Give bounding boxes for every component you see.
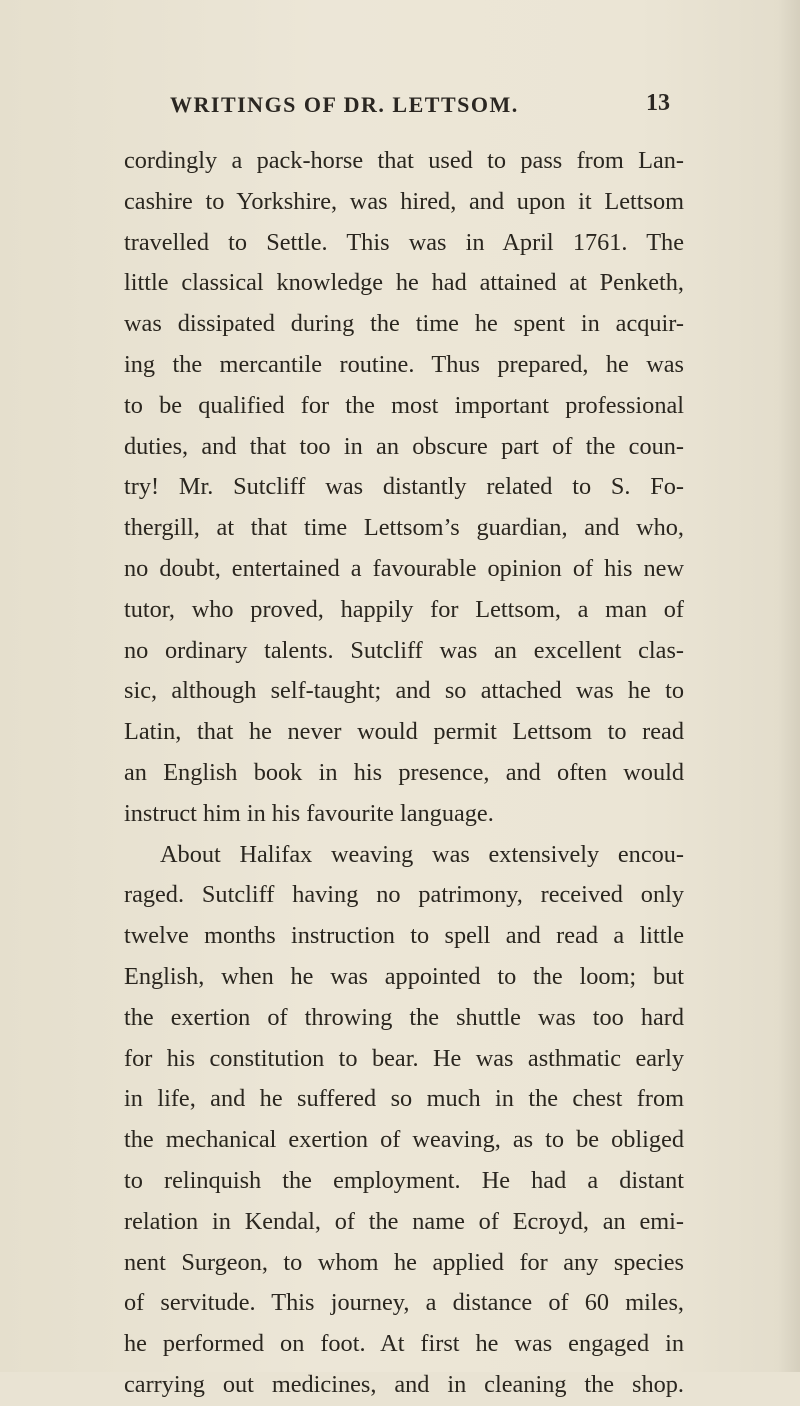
text-line: Latin, that he never would permit Lettsom to read xyxy=(124,718,684,746)
text-line: an English book in his presence, and often would xyxy=(124,758,684,786)
paragraph-start-line: About Halifax weaving was extensively encou- xyxy=(160,840,684,868)
text-line: to relinquish the employment. He had a distant xyxy=(124,1166,684,1194)
text-line: little classical knowledge he had attained at Penketh, xyxy=(124,269,684,297)
running-title: WRITINGS OF DR. LETTSOM. xyxy=(170,92,519,117)
text-line: no ordinary talents. Sutcliff was an excellent clas- xyxy=(124,636,684,664)
text-line: English, when he was appointed to the loom; but xyxy=(124,962,684,990)
page-number: 13 xyxy=(646,90,670,116)
text-line: was dissipated during the time he spent in acquir- xyxy=(124,310,684,338)
text-line: duties, and that too in an obscure part of the coun- xyxy=(124,432,684,460)
text-line: to be qualified for the most important professional xyxy=(124,391,684,419)
text-line: ing the mercantile routine. Thus prepared, he was xyxy=(124,350,684,378)
text-line: of servitude. This journey, a distance of 60 miles, xyxy=(124,1289,684,1317)
text-line: tutor, who proved, happily for Lettsom, a man of xyxy=(124,595,684,623)
text-line: in life, and he suffered so much in the chest from xyxy=(124,1085,684,1113)
text-line: the mechanical exertion of weaving, as to be obliged xyxy=(124,1126,684,1154)
text-line: sic, although self-taught; and so attached was he to xyxy=(124,677,684,705)
text-line: the exertion of throwing the shuttle was too hard xyxy=(124,1003,684,1031)
text-line: nent Surgeon, to whom he applied for any species xyxy=(124,1248,684,1276)
body-text xyxy=(124,141,684,1406)
paragraph-end-line: instruct him in his favourite language. xyxy=(124,799,494,827)
text-line: twelve months instruction to spell and read a little xyxy=(124,922,684,950)
text-line: travelled to Settle. This was in April 1761. The xyxy=(124,228,684,256)
text-line: cordingly a pack-horse that used to pass from Lan- xyxy=(124,147,684,174)
page-edge-shadow xyxy=(778,0,800,1372)
text-line: for his constitution to bear. He was asthmatic early xyxy=(124,1044,684,1072)
running-head xyxy=(170,92,670,122)
text-line: thergill, at that time Lettsom’s guardian, and who, xyxy=(124,514,684,542)
text-line: cashire to Yorkshire, was hired, and upon it Lettsom xyxy=(124,187,684,215)
text-line: no doubt, entertained a favourable opinion of his new xyxy=(124,554,684,582)
text-line: raged. Sutcliff having no patrimony, received only xyxy=(124,881,684,909)
text-line: try! Mr. Sutcliff was distantly related to S. Fo- xyxy=(124,473,684,501)
text-line: he performed on foot. At first he was engaged in xyxy=(124,1330,684,1358)
text-line: carrying out medicines, and in cleaning the shop. xyxy=(124,1370,684,1398)
text-line: relation in Kendal, of the name of Ecroyd, an emi- xyxy=(124,1207,684,1235)
